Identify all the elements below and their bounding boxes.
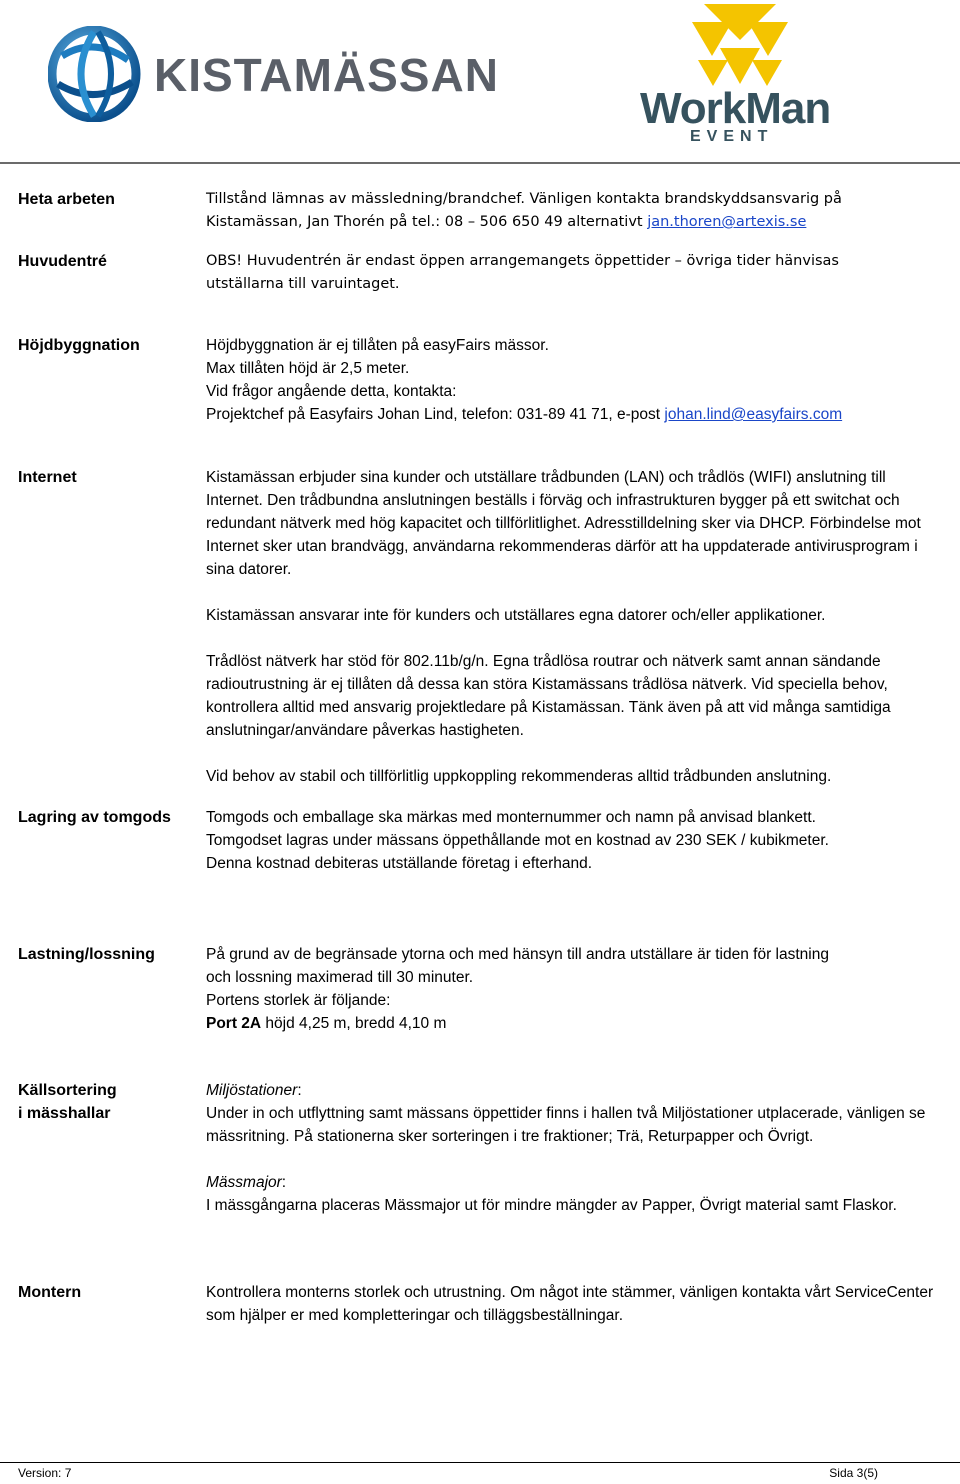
massmajor-heading: [206, 1171, 946, 1194]
huvudentre-text: [206, 250, 946, 296]
hojd-line4-text: Projektchef på Easyfairs Johan Lind, telefon: 031-89 41 71, e-post: [206, 406, 665, 423]
heta-email-link[interactable]: jan.thoren@artexis.se: [647, 214, 807, 230]
massmajor-colon: :: [281, 1174, 287, 1191]
miljostationer-colon: :: [297, 1082, 302, 1099]
miljostationer-title: Miljöstationer: [206, 1082, 298, 1099]
footer-page-number: Sida 3(5): [829, 1466, 878, 1480]
event-wordmark: EVENT: [690, 128, 774, 145]
header-divider: [0, 162, 960, 164]
hojd-line4: [206, 403, 946, 426]
hojd-label: Höjdbyggnation: [18, 337, 140, 354]
internet-p2: Kistamässan ansvarar inte för kunders och utställares egna datorer och/eller applikationer.: [206, 607, 826, 624]
workman-wordmark: WorkMan: [640, 84, 831, 133]
internet-p3: Trådlöst nätverk har stöd för 802.11b/g/n. Egna trådlösa routrar och nätverk samt annan sändande radioutrustning är ej tillåten då dessa kan störa Kistamässans trådlösa nätverk. Vid speciella behov, kontrollera alltid med ansvarig projektledare på Kistamässan. Tänk även på att vid många samtidiga anslutningar/användare påverkas hastigheten.: [206, 653, 891, 739]
hojd-line2: Max tillåten höjd är 2,5 meter.: [206, 360, 410, 377]
tomgods-line1: Tomgods och emballage ska märkas med monternummer och namn på anvisad blankett.: [206, 809, 816, 826]
tomgods-text: [206, 806, 946, 875]
internet-p1: Kistamässan erbjuder sina kunder och utställare trådbunden (LAN) och trådlös (WIFI) anslutning till Internet. Den trådbundna anslutningen beställs i förväg och infrastrukturen bygger på ett switchat och redundant nätverk med hög kapacitet och tillförlitlighet. Adresstilldelning sker via DHCP. Förbindelse mot Internet sker utan brandvägg, användarna rekommenderas därför att ha uppdaterade antivirusprogram i sina datorer.: [206, 469, 921, 578]
kallsortering-label-line1: Källsortering: [18, 1082, 117, 1099]
heta-line2-text: Kistamässan, Jan Thorén på tel.: 08 – 506 650 49 alternativt: [206, 214, 648, 230]
port-dimensions: höjd 4,25 m, bredd 4,10 m: [261, 1015, 447, 1032]
lastning-line3: Portens storlek är följande:: [206, 992, 391, 1009]
port-label: Port 2A: [206, 1015, 262, 1032]
tomgods-line2: Tomgodset lagras under mässans öppethållande mot en kostnad av 230 SEK / kubikmeter.: [206, 832, 829, 849]
globe-icon: [48, 26, 144, 122]
internet-label: Internet: [18, 469, 77, 486]
kistamassan-wordmark: KISTAMÄSSAN: [154, 49, 499, 101]
montern-label: Montern: [18, 1284, 82, 1301]
huvudentre-line1: OBS! Huvudentrén är endast öppen arrangemangets öppettider – övriga tider hänvisas: [206, 253, 839, 269]
lastning-port: [206, 1012, 946, 1035]
huvudentre-label: Huvudentré: [18, 253, 107, 270]
heta-line1: Tillstånd lämnas av mässledning/brandchef. Vänligen kontakta brandskyddsansvarig på: [206, 191, 842, 207]
lastning-line1: På grund av de begränsade ytorna och med hänsyn till andra utställare är tiden för lastning: [206, 946, 829, 963]
kistamassan-logo: [48, 26, 499, 126]
kallsortering-label: [18, 1079, 117, 1125]
massmajor-text: I mässgångarna placeras Mässmajor ut för mindre mängder av Papper, Övrigt material samt Flaskor.: [206, 1197, 897, 1214]
hojd-text: [206, 334, 946, 426]
massmajor-title: Mässmajor: [206, 1174, 282, 1191]
montern-text: [206, 1281, 946, 1327]
heta-label: Heta arbeten: [18, 191, 115, 208]
heta-line2: [206, 211, 946, 234]
internet-text: [206, 466, 946, 788]
hojd-email-link[interactable]: johan.lind@easyfairs.com: [664, 406, 843, 423]
hojd-line1: Höjdbyggnation är ej tillåten på easyFairs mässor.: [206, 337, 549, 354]
huvudentre-line2: utställarna till varuintaget.: [206, 276, 400, 292]
workman-emblem-icon: [636, 0, 846, 90]
footer-divider: [0, 1462, 960, 1463]
miljostationer-heading: [206, 1079, 946, 1102]
internet-p4: Vid behov av stabil och tillförlitlig uppkoppling rekommenderas alltid trådbunden anslutning.: [206, 768, 832, 785]
tomgods-line3: Denna kostnad debiteras utställande företag i efterhand.: [206, 855, 593, 872]
tomgods-label: Lagring av tomgods: [18, 809, 171, 826]
hojd-line3: Vid frågor angående detta, kontakta:: [206, 383, 457, 400]
heta-text: [206, 188, 946, 234]
lastning-label: Lastning/lossning: [18, 946, 155, 963]
workman-logo: [636, 0, 846, 150]
montern-p1: Kontrollera monterns storlek och utrustning. Om något inte stämmer, vänligen kontakta vårt ServiceCenter som hjälper er med kompletteringar och tilläggsbeställningar.: [206, 1284, 934, 1324]
kallsortering-label-line2: i mässhallar: [18, 1105, 111, 1122]
footer-version: Version: 7: [18, 1466, 72, 1480]
lastning-line2: och lossning maximerad till 30 minuter.: [206, 969, 474, 986]
kallsortering-text: [206, 1079, 946, 1217]
miljostationer-text: Under in och utflyttning samt mässans öppettider finns i hallen två Miljöstationer utplacerade, vänligen se mässritning. På stationerna sker sorteringen i tre fraktioner; Trä, Returpapper och Övrigt.: [206, 1105, 926, 1145]
lastning-text: [206, 943, 946, 1035]
